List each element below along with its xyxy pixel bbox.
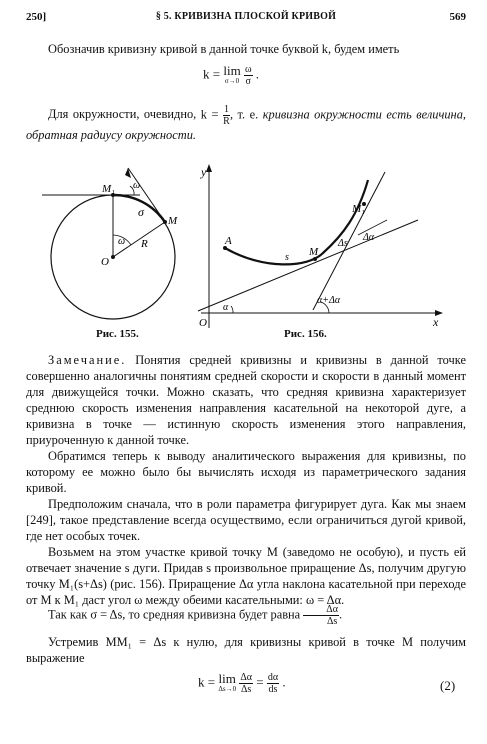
center-point <box>111 255 115 259</box>
label-x: x <box>433 315 439 329</box>
paragraph-remark <box>26 352 466 448</box>
label-m1: M₁ <box>352 203 365 215</box>
section-ref: 250] <box>26 11 47 23</box>
label-a: A <box>225 235 232 247</box>
tangent-at-m1 <box>313 172 385 310</box>
figure-156 <box>193 160 455 330</box>
label-sigma: σ <box>138 205 144 219</box>
caption-156: Рис. 156. <box>284 328 327 340</box>
fraction-1: $\frac{\Delta\alpha}{\Delta s}$ <box>240 672 252 695</box>
italic-statement: кривизна окружности есть величина, обратная радиусу окружности. <box>26 107 466 142</box>
label-o: O <box>199 317 207 329</box>
formula-2: k = lim Δs→0 $\frac{\Delta\alpha}{\Delta s}$ = $\frac{d\alpha}{ds}$ . <box>198 670 286 695</box>
paragraph-4: Обратимся теперь к выводу аналитического выражения для кривизны, по которому ее можно было бы вычислять исходя из параметрического задания кривой. <box>26 449 466 495</box>
point-m <box>163 220 167 224</box>
page-number: 569 <box>449 11 466 23</box>
equation-tag: (2) <box>440 678 456 693</box>
arrow-head <box>125 168 131 178</box>
paragraph-8: Устремив MM₁ = Δs к нулю, для кривизны кривой в точке M получим выражение <box>26 635 466 665</box>
limit: lim Δs→0 <box>218 670 237 693</box>
limit: lim σ→0 <box>223 62 241 85</box>
fraction-2: $\frac{d\alpha}{ds}$ <box>267 672 279 695</box>
label-r: R <box>141 238 148 250</box>
remark-heading: Замечание. <box>48 353 127 367</box>
remark-text: Понятия средней кривизны и кривизны в данной точке совершенно аналогичны понятиям средней скорости и скорости в данный момент для движущейся точки. Можно сказать, что средняя кривизна характеризует среднюю скорость изменения направления касательной на некоторой дуге, а кривизна в точке — истинную скорость изменения этого направления, приуроченную к данной точке. <box>26 353 466 447</box>
figure-155 <box>30 150 195 328</box>
y-arrow <box>206 164 212 172</box>
label-m: M <box>168 215 178 227</box>
paragraph-7: Так как σ = Δs, то средняя кривизна будет равна $\frac{\Delta\alpha}{\Delta s}$ . <box>48 604 343 627</box>
running-title: § 5. КРИВИЗНА ПЛОСКОЙ КРИВОЙ <box>155 11 337 22</box>
formula-1: k = lim σ→0 $\frac{\omega}{\sigma}$ . <box>203 62 260 87</box>
curve <box>225 180 368 264</box>
fraction: $\frac{\omega}{\sigma}$ <box>244 64 252 87</box>
label-y: y <box>201 165 207 179</box>
paragraph-6: Возьмем на этом участке кривой точку M (заведомо не особую), и пусть ей отвечает значение s дуги. Придав s произвольное приращение Δs, получим другую точку M₁(s+Δs) (рис. 156). Приращение Δα угла наклона касательной при переходе от M к M₁ даст угол ω между обеими касательными: ω = Δα. <box>26 545 466 607</box>
label-s: s <box>285 252 289 263</box>
paragraph-1: Обозначив кривизну кривой в данной точке буквой k, будем иметь <box>48 42 400 56</box>
paragraph-5: Предположим сначала, что в роли параметра фигурирует дуга. Как мы знаем [249], такое представление всегда осуществимо, если ограничиться дугой кривой, где нет особых точек. <box>26 497 466 543</box>
fraction-average: $\frac{\Delta\alpha}{\Delta s}$ <box>303 604 339 627</box>
paragraph-2: Для окружности, очевидно, k = $\frac{1}{R}$ , т. е. кривизна окружности есть величина, обратная радиусу окружности. <box>26 104 466 142</box>
label-omega-center: ω <box>118 236 126 247</box>
page-header <box>26 11 466 29</box>
label-m: M <box>309 246 319 258</box>
tangent-at-m <box>198 220 418 311</box>
formula-lhs: k = <box>203 66 221 82</box>
fraction-1-over-r: $\frac{1}{R}$ <box>223 104 230 127</box>
label-m1: M₁ <box>102 183 115 195</box>
label-omega-top: ω <box>133 180 141 191</box>
label-delta-alpha: Δα <box>363 232 375 243</box>
label-alpha-plus-delta: α+Δα <box>317 295 341 306</box>
label-alpha: α <box>223 302 229 313</box>
label-o: O <box>101 256 109 268</box>
angle-alpha <box>231 306 233 313</box>
label-delta-s: Δs <box>338 238 348 249</box>
caption-155: Рис. 155. <box>96 328 139 340</box>
